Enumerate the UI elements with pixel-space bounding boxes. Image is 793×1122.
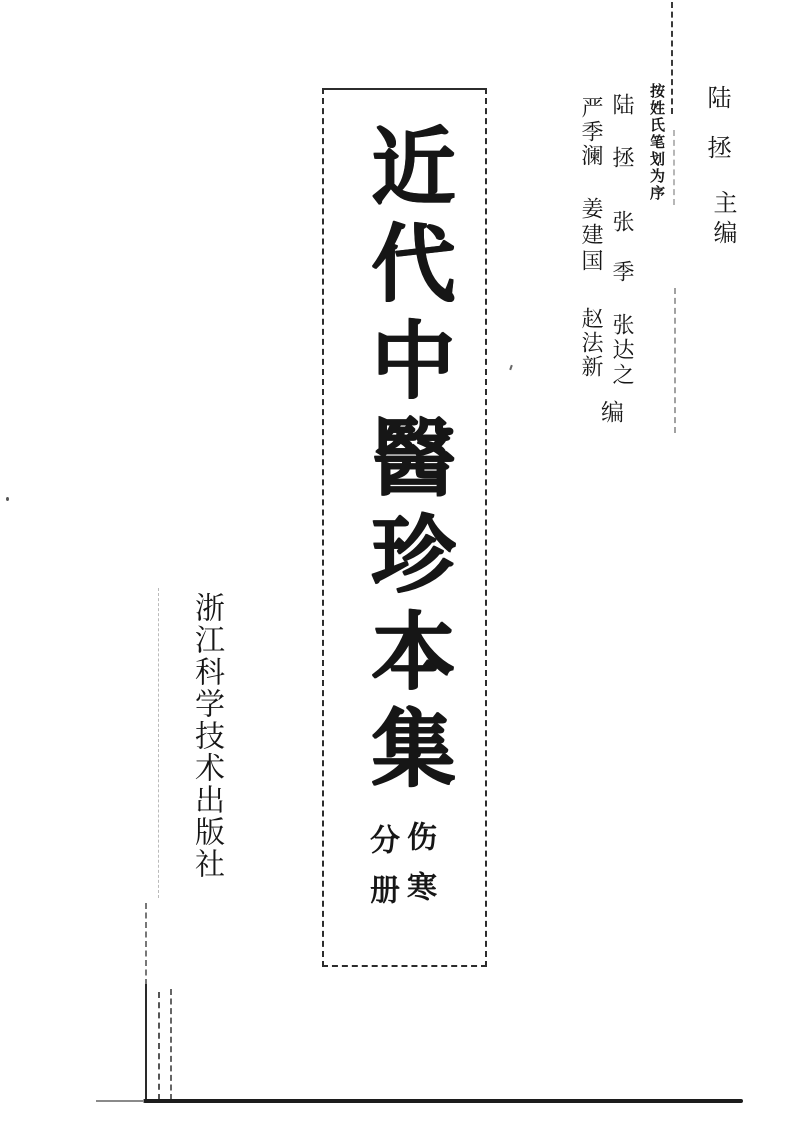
page-bottom-rule [96, 1100, 144, 1102]
editor-name: 陆拯 [610, 93, 635, 199]
scan-dashed-line [671, 2, 673, 114]
editors-mark: 编 [598, 400, 623, 423]
chief-editor-name: 陆拯 [703, 85, 729, 185]
scan-dashed-line [674, 288, 676, 433]
scan-dashed-line [673, 130, 675, 205]
scan-margin-line [145, 984, 147, 1102]
page-bottom-rule [143, 1099, 743, 1103]
editor-name: 严季澜 [579, 96, 604, 168]
scan-margin-line [145, 903, 147, 985]
editor-name: 赵法新 [579, 307, 604, 379]
sort-order-note: 按姓氏笔划为序 [648, 83, 664, 202]
editor-name: 张季 [610, 210, 635, 310]
book-title: 近代中醫珍本集 [358, 122, 452, 801]
ink-speck [509, 365, 513, 370]
scan-margin-line [158, 992, 160, 1100]
editor-name: 姜建国 [579, 197, 604, 275]
publisher-name: 浙江科学技术出版社 [190, 592, 223, 880]
chief-editor-role: 主编 [709, 190, 735, 250]
subtitle-fence: 分册 [365, 824, 398, 924]
ink-speck [6, 497, 9, 501]
subtitle-shanghan: 伤寒 [402, 821, 435, 921]
title-box [322, 88, 487, 967]
editor-name: 张达之 [610, 313, 635, 388]
scan-margin-line [170, 989, 172, 1100]
scan-margin-line [158, 588, 159, 898]
